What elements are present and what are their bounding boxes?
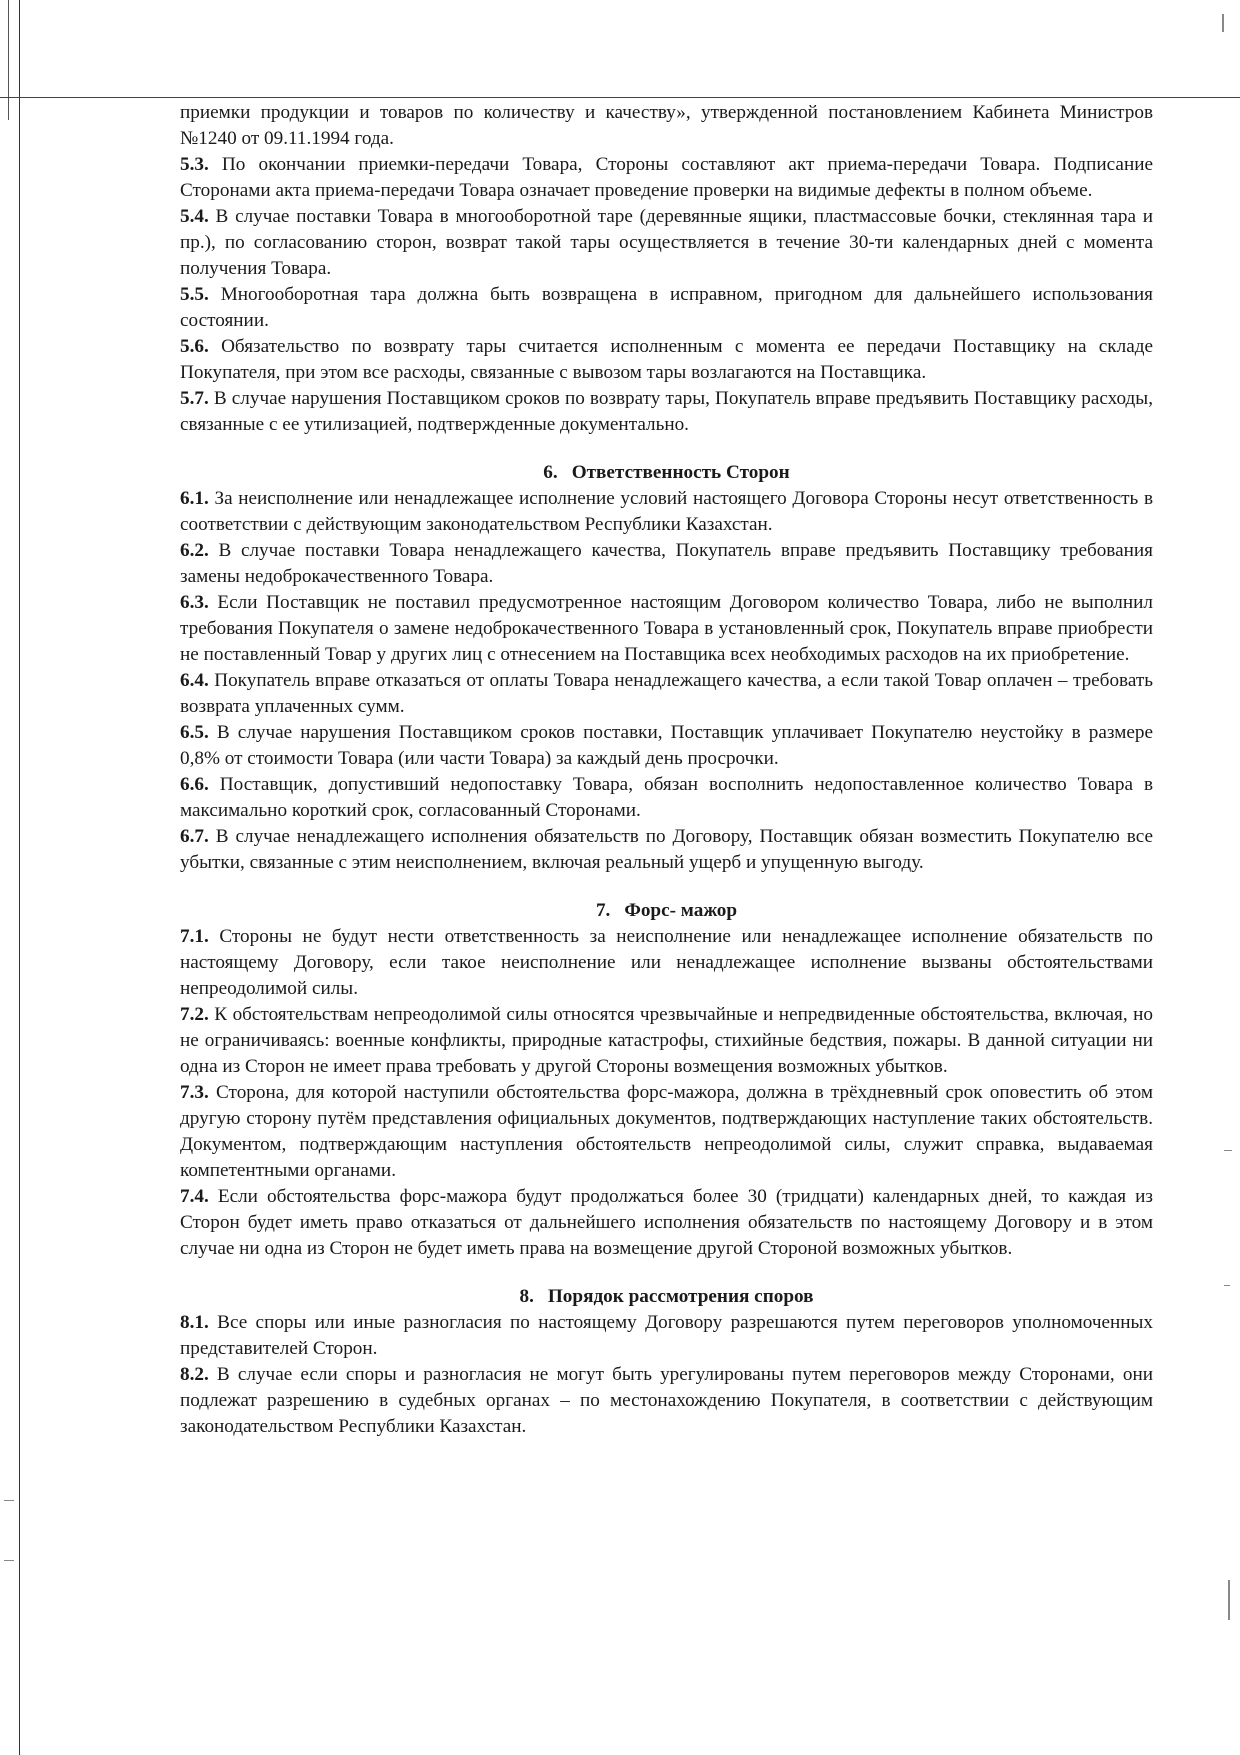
clause-8-2 bbox=[180, 1362, 1153, 1440]
clause-number: 6.1. bbox=[180, 488, 209, 509]
clause-6-3 bbox=[180, 590, 1153, 668]
clauses-section-6 bbox=[180, 486, 1153, 876]
clause-text: В случае нарушения Поставщиком сроков по возврату тары, Покупатель вправе предъявить Поставщику расходы, связанные с ее утилизацией, подтвержденные документально. bbox=[180, 388, 1154, 435]
clause-number: 5.3. bbox=[180, 154, 209, 175]
section-number: 7. bbox=[595, 900, 611, 921]
scan-speck bbox=[1228, 1580, 1230, 1620]
clause-6-6 bbox=[180, 772, 1153, 824]
clause-5-3 bbox=[180, 152, 1153, 204]
section-title-text: Форс- мажор bbox=[624, 900, 738, 921]
clause-text: Стороны не будут нести ответственность за неисполнение или ненадлежащее исполнение обязательств по настоящему Договору, если такое неисполнение или ненадлежащее исполнение вызваны обстоятельствами непреодолимой силы. bbox=[180, 926, 1154, 999]
clause-5-5 bbox=[180, 282, 1153, 334]
clause-number: 7.2. bbox=[180, 1004, 209, 1025]
clause-text: Все споры или иные разногласия по настоящему Договору разрешаются путем переговоров уполномоченных представителей Сторон. bbox=[180, 1312, 1154, 1359]
clause-number: 8.1. bbox=[180, 1312, 209, 1333]
clause-number: 7.3. bbox=[180, 1082, 209, 1103]
clause-text: Если обстоятельства форс-мажора будут продолжаться более 30 (тридцати) календарных дней, то каждая из Сторон будет иметь право отказаться от дальнейшего исполнения обязательств по настоящему Договору и в этом случае ни одна из Сторон не будет иметь права на возмещение другой Стороной возможных убытков. bbox=[180, 1186, 1154, 1259]
clause-5-7 bbox=[180, 386, 1153, 438]
clause-number: 6.4. bbox=[180, 670, 209, 691]
clause-number: 6.3. bbox=[180, 592, 209, 613]
clause-text: В случае ненадлежащего исполнения обязательств по Договору, Поставщик обязан возместить Покупателю все убытки, связанные с этим неисполнением, включая реальный ущерб и упущенную выгоду. bbox=[180, 826, 1154, 873]
clause-text: Многооборотная тара должна быть возвращена в исправном, пригодном для дальнейшего использования состоянии. bbox=[180, 284, 1153, 331]
clause-number: 5.6. bbox=[180, 336, 209, 357]
clause-text: За неисполнение или ненадлежащее исполнение условий настоящего Договора Стороны несут ответственность в соответствии с действующим законодательством Республики Казахстан. bbox=[180, 488, 1153, 535]
clause-6-7 bbox=[180, 824, 1153, 876]
section-number: 6. bbox=[543, 462, 558, 483]
clause-5-6 bbox=[180, 334, 1153, 386]
clause-6-5 bbox=[180, 720, 1153, 772]
clause-text: Обязательство по возврату тары считается исполненным с момента ее передачи Поставщику на складе Покупателя, при этом все расходы, связанные с вывозом тары возлагаются на Поставщика. bbox=[180, 336, 1153, 383]
clause-7-1 bbox=[180, 924, 1153, 1002]
section-title-text: Ответственность Сторон bbox=[571, 462, 790, 483]
scan-speck bbox=[1224, 1150, 1232, 1151]
clause-number: 5.4. bbox=[180, 206, 209, 227]
clause-number: 6.7. bbox=[180, 826, 209, 847]
clause-number: 7.4. bbox=[180, 1186, 209, 1207]
clause-7-4 bbox=[180, 1184, 1153, 1262]
intro-paragraph: приемки продукции и товаров по количеству и качеству», утвержденной постановлением Кабинета Министров №1240 от 09.11.1994 года. bbox=[180, 102, 1153, 149]
section-7-heading bbox=[180, 898, 1153, 924]
scan-edge-line-vertical bbox=[19, 0, 20, 1755]
section-8-heading bbox=[180, 1284, 1153, 1310]
clauses-section-5 bbox=[180, 152, 1153, 438]
clause-6-1 bbox=[180, 486, 1153, 538]
clause-number: 8.2. bbox=[180, 1364, 209, 1385]
clause-6-2 bbox=[180, 538, 1153, 590]
clause-text: В случае поставки Товара ненадлежащего качества, Покупатель вправе предъявить Поставщику требования замены недоброкачественного Товара. bbox=[180, 540, 1153, 587]
clauses-section-7 bbox=[180, 924, 1153, 1262]
clause-7-3 bbox=[180, 1080, 1153, 1184]
section-6-heading bbox=[180, 460, 1153, 486]
clause-text: К обстоятельствам непреодолимой силы относятся чрезвычайные и непредвиденные обстоятельства, включая, но не ограничиваясь: военные конфликты, природные катастрофы, стихийные бедствия, пожары. В данной ситуации ни одна из Сторон не имеет права требовать у другой Стороны возмещения возможных убытков. bbox=[180, 1004, 1154, 1077]
clause-number: 5.5. bbox=[180, 284, 209, 305]
clause-number: 6.6. bbox=[180, 774, 209, 795]
clause-7-2 bbox=[180, 1002, 1153, 1080]
clause-5-4 bbox=[180, 204, 1153, 282]
clause-number: 7.1. bbox=[180, 926, 209, 947]
scan-speck bbox=[4, 1560, 14, 1561]
clause-number: 6.2. bbox=[180, 540, 209, 561]
section-title-text: Порядок рассмотрения споров bbox=[547, 1286, 814, 1307]
clause-text: Сторона, для которой наступили обстоятельства форс-мажора, должна в трёхдневный срок оповестить об этом другую сторону путём представления официальных документов, подтверждающих наступление таких обстоятельств. Документом, подтверждающим наступления обстоятельств непреодолимой силы, служит справка, выдаваемая компетентными органами. bbox=[180, 1082, 1154, 1181]
clause-text: По окончании приемки-передачи Товара, Стороны составляют акт приема-передачи Товара. Подписание Сторонами акта приема-передачи Товара означает проведение проверки на видимые дефекты в полном объеме. bbox=[180, 154, 1154, 201]
clause-text: Если Поставщик не поставил предусмотренное настоящим Договором количество Товара, либо не выполнил требования Покупателя о замене недоброкачественного Товара в установленный срок, Покупатель вправе приобрести не поставленный Товар у других лиц с отнесением на Поставщика всех необходимых расходов на их приобретение. bbox=[180, 592, 1153, 665]
scan-edge-line-horizontal bbox=[0, 97, 1240, 98]
clause-text: В случае если споры и разногласия не могут быть урегулированы путем переговоров между Сторонами, они подлежат разрешению в судебных органах – по местонахождению Покупателя, в соответствии с действующим законодательством Республики Казахстан. bbox=[180, 1364, 1153, 1437]
scan-edge-line-vertical-short bbox=[8, 0, 9, 120]
clause-number: 6.5. bbox=[180, 722, 209, 743]
scan-speck bbox=[4, 1500, 14, 1501]
clause-text: Поставщик, допустивший недопоставку Товара, обязан восполнить недопоставленное количество Товара в максимально короткий срок, согласованный Сторонами. bbox=[180, 774, 1154, 821]
clause-text: В случае поставки Товара в многооборотной таре (деревянные ящики, пластмассовые бочки, стеклянная тара и пр.), по согласованию сторон, возврат такой тары осуществляется в течение 30-ти календарных дней с момента получения Товара. bbox=[180, 206, 1153, 279]
clause-number: 5.7. bbox=[180, 388, 209, 409]
clause-text: В случае нарушения Поставщиком сроков поставки, Поставщик уплачивает Покупателю неустойку в размере 0,8% от стоимости Товара (или части Товара) за каждый день просрочки. bbox=[180, 722, 1153, 769]
document-page bbox=[180, 100, 1153, 1440]
scan-speck bbox=[1224, 1285, 1230, 1286]
section-number: 8. bbox=[519, 1286, 534, 1307]
clauses-section-8 bbox=[180, 1310, 1153, 1440]
clause-text: Покупатель вправе отказаться от оплаты Товара ненадлежащего качества, а если такой Товар оплачен – требовать возврата уплаченных сумм. bbox=[180, 670, 1154, 717]
clause-6-4 bbox=[180, 668, 1153, 720]
scan-speck bbox=[1222, 14, 1224, 32]
clause-8-1 bbox=[180, 1310, 1153, 1362]
